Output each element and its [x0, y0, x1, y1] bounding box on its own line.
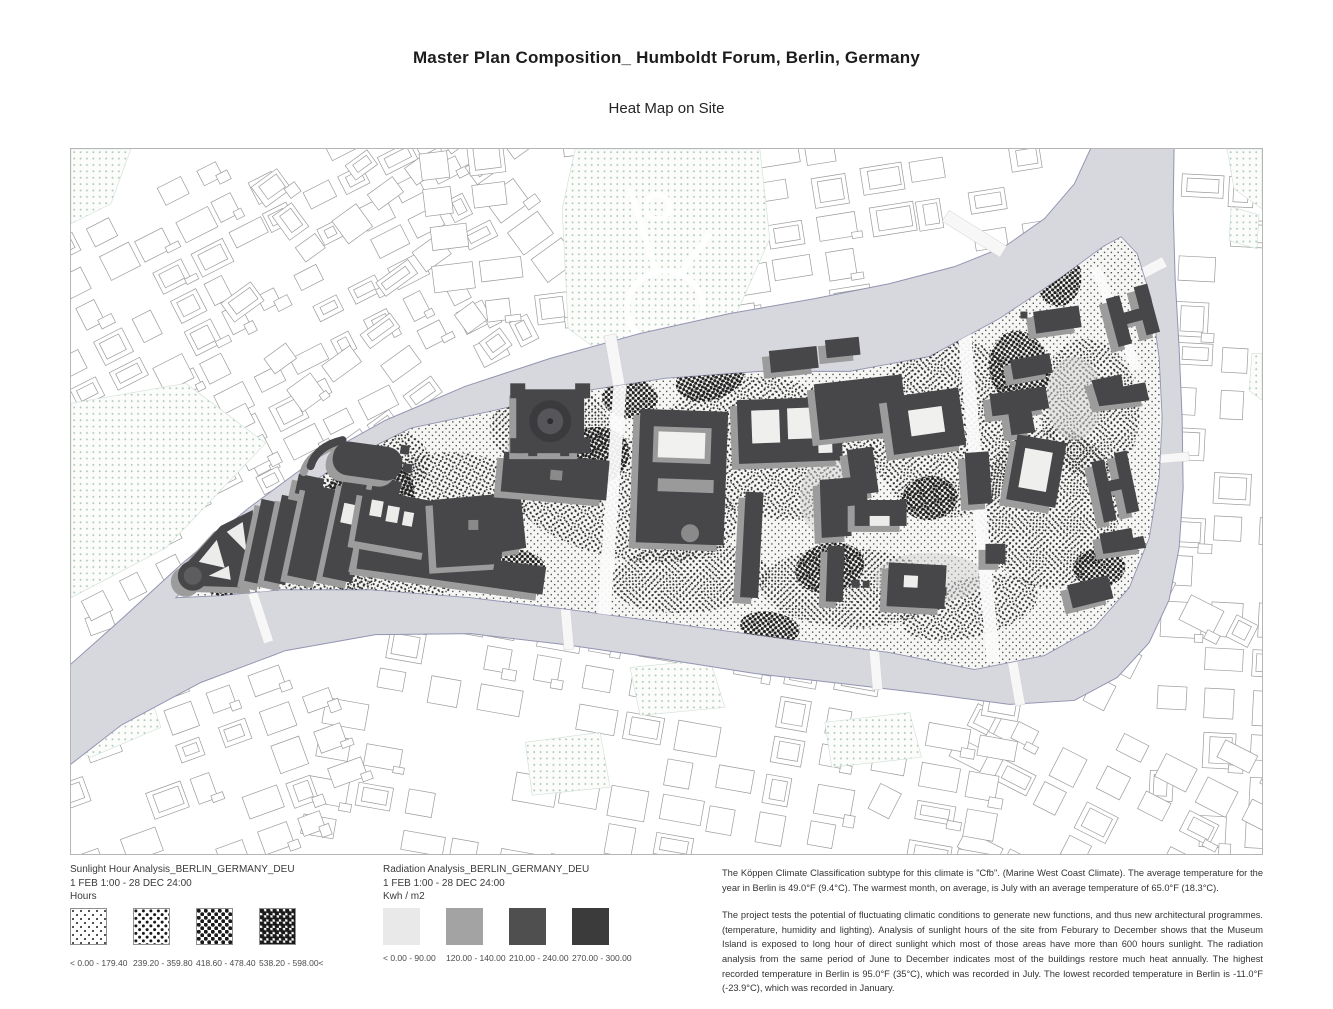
legend-radiation-unit: Kwh / m2 — [383, 890, 683, 904]
sunlight-legend-item — [133, 908, 196, 968]
radiation-range-label: 120.00 - 140.00 — [446, 953, 509, 963]
radiation-swatch-strip — [383, 908, 635, 963]
sunlight-swatch-dots-sparse — [70, 908, 107, 945]
climate-description — [722, 866, 1263, 1009]
sunlight-range-label: 418.60 - 478.40 — [196, 958, 259, 968]
sunlight-legend-item — [259, 908, 322, 968]
sunlight-swatch-dots-large — [196, 908, 233, 945]
radiation-range-label: 210.00 - 240.00 — [509, 953, 572, 963]
page-subtitle: Heat Map on Site — [0, 100, 1333, 117]
sunlight-legend-item — [70, 908, 133, 968]
radiation-swatch — [572, 908, 609, 945]
sunlight-swatch-dots-medium — [133, 908, 170, 945]
sunlight-range-label: < 0.00 - 179.40 — [70, 958, 133, 968]
legend-radiation — [383, 863, 683, 904]
radiation-legend-item — [383, 908, 446, 963]
sunlight-swatch-strip — [70, 908, 322, 968]
legend-sunlight-unit: Hours — [70, 890, 370, 904]
sunlight-legend-item — [196, 908, 259, 968]
radiation-legend-item — [509, 908, 572, 963]
legend-radiation-period: 1 FEB 1:00 - 28 DEC 24:00 — [383, 877, 683, 891]
radiation-range-label: 270.00 - 300.00 — [572, 953, 635, 963]
radiation-swatch — [446, 908, 483, 945]
climate-paragraph-2: The project tests the potential of fluctuating climatic conditions to generate new functions, and thus new architectural programmes. (temperature, humidity and lighting). Analysis of sunlight hours of the site from Feburary to December shows that the Museum Island is exposed to long hour of direct sunlight which most of those areas have more than 600 hours sunlight. The radiation analysis from the same period of June to December indicates most of the buildings restore much heat annually. The highest recorded temperature in Berlin is 95.0°F (35°C), which was recorded in July. The lowest recorded temperature in Berlin is -11.0°F (-23.9°C), which was recorded in January. — [722, 908, 1263, 996]
legend-sunlight-period: 1 FEB 1:00 - 28 DEC 24:00 — [70, 877, 370, 891]
radiation-range-label: < 0.00 - 90.00 — [383, 953, 446, 963]
legend-sunlight-title: Sunlight Hour Analysis_BERLIN_GERMANY_DEU — [70, 863, 370, 877]
sunlight-range-label: 239.20 - 359.80 — [133, 958, 196, 968]
sunlight-swatch-dots-dense — [259, 908, 296, 945]
map-canvas — [71, 149, 1262, 854]
radiation-legend-item — [572, 908, 635, 963]
page-title: Master Plan Composition_ Humboldt Forum, Berlin, Germany — [0, 48, 1333, 68]
sunlight-range-label: 538.20 - 598.00< — [259, 958, 322, 968]
legend-radiation-title: Radiation Analysis_BERLIN_GERMANY_DEU — [383, 863, 683, 877]
radiation-swatch — [509, 908, 546, 945]
legend-sunlight — [70, 863, 370, 904]
radiation-legend-item — [446, 908, 509, 963]
climate-paragraph-1: The Köppen Climate Classification subtype for this climate is "Cfb". (Marine West Coast Climate). The average temperature for the year in Berlin is 49.0°F (9.4°C). The warmest month, on average, is July with an average temperature of 65.0°F (18.3°C). — [722, 866, 1263, 895]
legend-row — [70, 863, 1263, 983]
radiation-swatch — [383, 908, 420, 945]
site-map — [70, 148, 1263, 855]
